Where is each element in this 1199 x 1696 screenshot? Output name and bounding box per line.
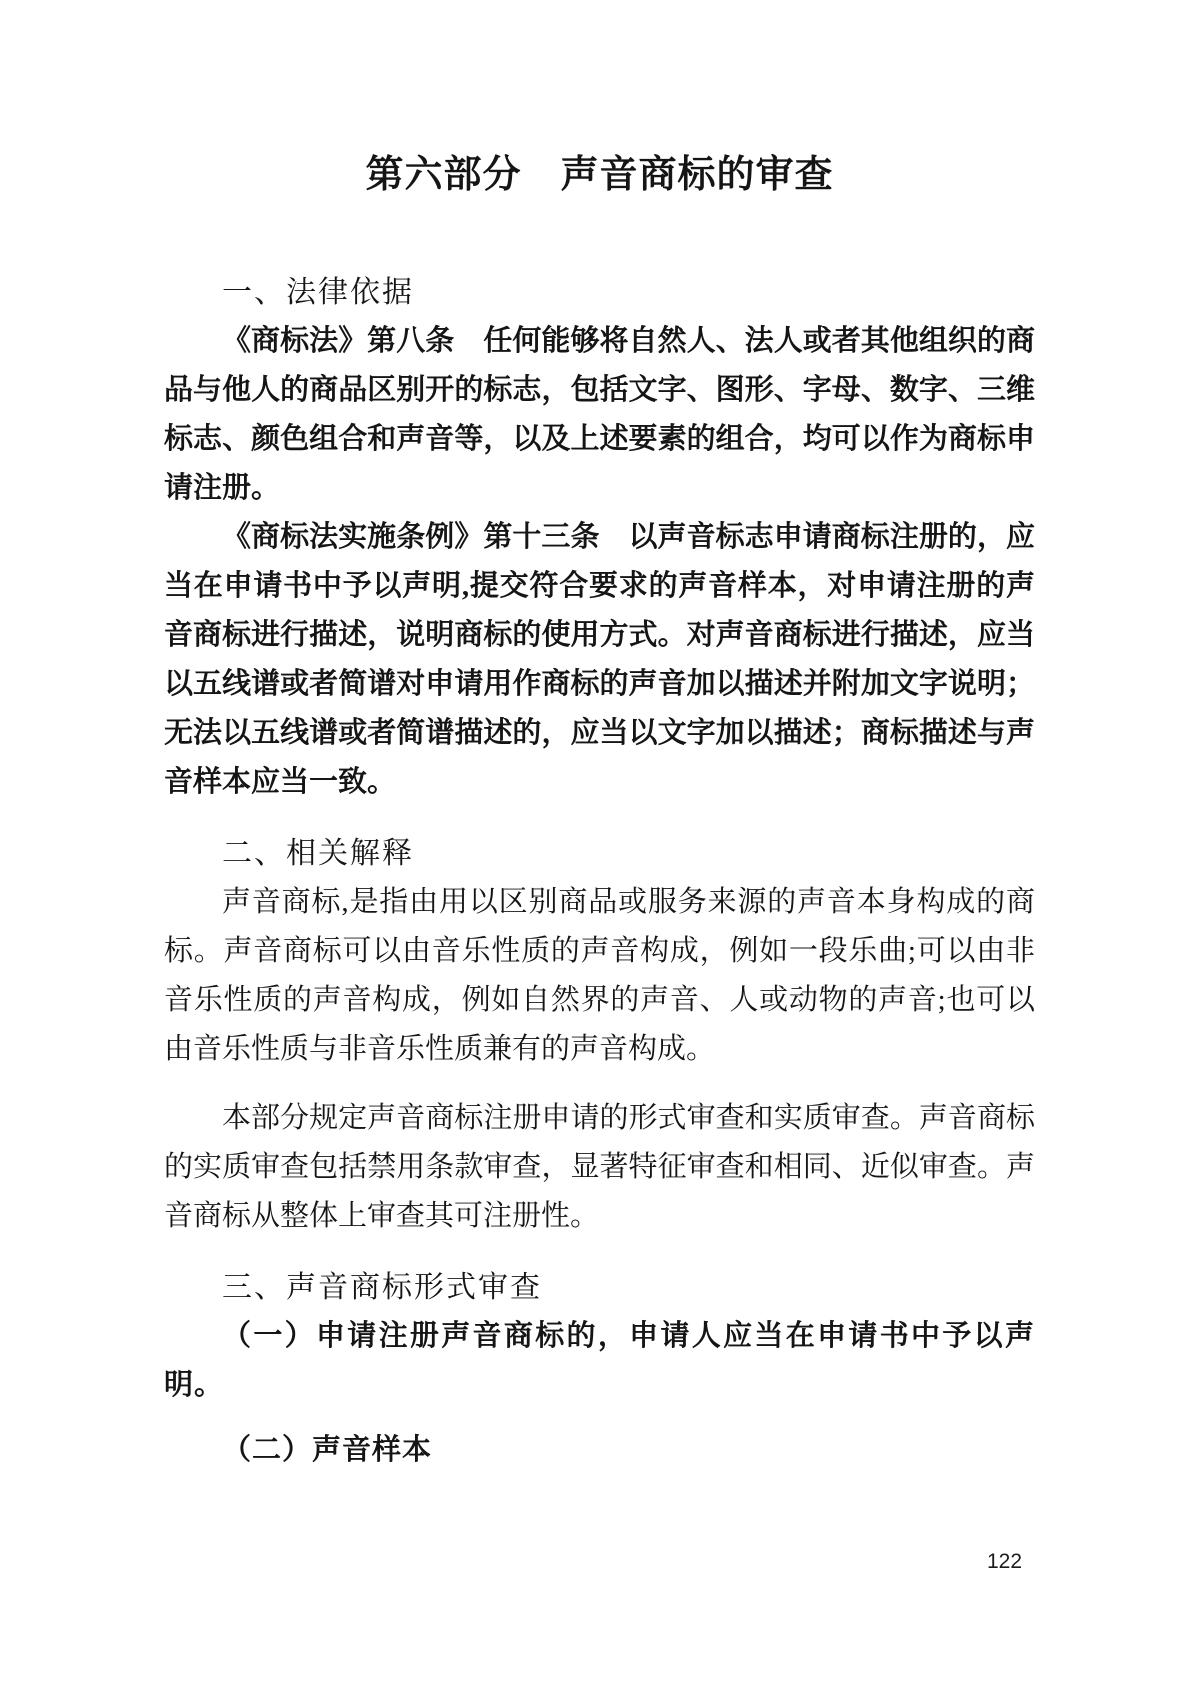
text-line: 声音商标,是指由用以区别商品或服务来源的声音本身构成的商 bbox=[222, 886, 1035, 918]
document-section bbox=[164, 1263, 1035, 1475]
text-line: 音商标从整体上审查其可注册性。 bbox=[164, 1200, 600, 1232]
document-section bbox=[164, 829, 1035, 1241]
text-line: 标。声音商标可以由音乐性质的声音构成，例如一段乐曲;可以由非 bbox=[164, 935, 1035, 967]
text-line: 请注册。 bbox=[164, 472, 281, 504]
text-line: 音乐性质的声音构成，例如自然界的声音、人或动物的声音;也可以 bbox=[164, 984, 1035, 1016]
text-line: 以五线谱或者简谱对申请用作商标的声音加以描述并附加文字说明； bbox=[164, 668, 1035, 700]
page-title: 第六部分 声音商标的审查 bbox=[365, 154, 834, 196]
text-line: 品与他人的商品区别开的标志，包括文字、图形、字母、数字、三维 bbox=[164, 374, 1035, 406]
section-heading: 三、声音商标形式审查 bbox=[222, 1271, 542, 1304]
text-line: 无法以五线谱或者简谱描述的，应当以文字加以描述；商标描述与声 bbox=[164, 717, 1035, 749]
text-line: （一）申请注册声音商标的，申请人应当在申请书中予以声明。 bbox=[164, 1320, 1035, 1401]
paragraph bbox=[164, 878, 1035, 1074]
text-line: 音样本应当一致。 bbox=[164, 766, 397, 798]
text-line: （二）声音样本 bbox=[222, 1434, 433, 1466]
paragraph bbox=[164, 1094, 1035, 1241]
paragraph bbox=[164, 1312, 1035, 1410]
text-line: 《商标法》第八条 任何能够将自然人、法人或者其他组织的商 bbox=[222, 325, 1035, 357]
page-number: 122 bbox=[987, 1550, 1023, 1573]
text-line: 当在申请书中予以声明,提交符合要求的声音样本，对申请注册的声 bbox=[164, 570, 1035, 602]
text-line: 本部分规定声音商标注册申请的形式审查和实质审查。声音商标 bbox=[222, 1102, 1035, 1134]
text-line: 由音乐性质与非音乐性质兼有的声音构成。 bbox=[164, 1033, 716, 1065]
text-line: 的实质审查包括禁用条款审查，显著特征审查和相同、近似审查。声 bbox=[164, 1151, 1035, 1183]
paragraph bbox=[164, 317, 1035, 513]
text-line: 标志、颜色组合和声音等，以及上述要素的组合，均可以作为商标申 bbox=[164, 423, 1035, 455]
paragraph bbox=[164, 1426, 1035, 1475]
paragraph bbox=[164, 513, 1035, 807]
text-line: 音商标进行描述，说明商标的使用方式。对声音商标进行描述，应当 bbox=[164, 619, 1035, 651]
document-body bbox=[164, 268, 1035, 1475]
text-line: 《商标法实施条例》第十三条 以声音标志申请商标注册的，应 bbox=[222, 521, 1035, 553]
section-heading: 一、法律依据 bbox=[222, 276, 414, 309]
section-heading: 二、相关解释 bbox=[222, 837, 414, 870]
document-section bbox=[164, 268, 1035, 807]
